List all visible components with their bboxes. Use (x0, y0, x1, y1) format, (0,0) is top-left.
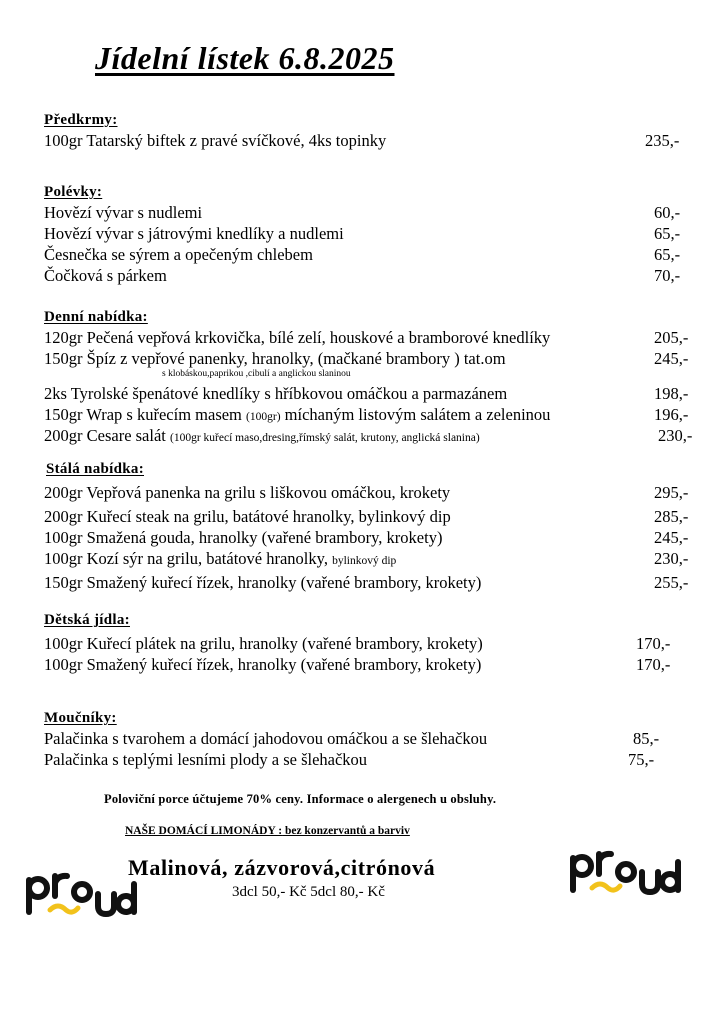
page-title: Jídelní lístek 6.8.2025 (95, 40, 395, 76)
menu-item-price: 205,- (654, 328, 689, 347)
menu-item-text: 100gr Kuřecí plátek na grilu, hranolky (vařené brambory, krokety) (44, 634, 483, 653)
section-heading-predkrmy: Předkrmy: (44, 112, 118, 128)
lemonade-flavours: Malinová, zázvorová,citrónová (128, 855, 436, 880)
section-heading-moucniky: Moučníky: (44, 710, 117, 726)
menu-item-text (44, 405, 550, 425)
menu-item-price: 295,- (654, 483, 689, 502)
lemonade-sizes: 3dcl 50,- Kč 5dcl 80,- Kč (232, 884, 385, 900)
menu-item-price: 255,- (654, 573, 689, 592)
lemonade-subheading: bez konzervantů a barviv (282, 825, 410, 837)
menu-item-price: 245,- (654, 349, 689, 368)
menu-item-text: Hovězí vývar s játrovými knedlíky a nudlemi (44, 224, 344, 243)
menu-item-price: 70,- (654, 266, 681, 285)
menu-item-text: 150gr Špíz z vepřové panenky, hranolky, (mačkané brambory ) tat.om (44, 349, 506, 368)
menu-item-subtext: s klobáskou,paprikou ,cibulí a anglickou slaninou (162, 369, 351, 379)
menu-item-price: 170,- (636, 634, 671, 653)
menu-item-text-small: (100gr) (246, 411, 281, 423)
menu-item-price: 245,- (654, 528, 689, 547)
menu-item-price: 170,- (636, 655, 671, 674)
menu-item-text: Palačinka s teplými lesními plody a se šlehačkou (44, 750, 368, 769)
menu-item-text: 100gr Tatarský biftek z pravé svíčkové, 4ks topinky (44, 131, 387, 150)
logo-wave-icon (592, 884, 620, 890)
menu-item-price: 235,- (645, 131, 680, 150)
menu-item-text-part: míchaným listovým salátem a zeleninou (280, 405, 551, 424)
menu-item-text (44, 426, 480, 446)
section-heading-detska: Dětská jídla: (44, 612, 130, 628)
menu-item-text-part: 200gr Cesare salát (44, 426, 170, 445)
menu-item-text (44, 549, 396, 569)
lemonade-heading: NAŠE DOMÁCÍ LIMONÁDY : (125, 825, 283, 837)
menu-item-text-small: bylinkový dip (332, 555, 397, 567)
menu-item-text-part: 100gr Kozí sýr na grilu, batátové hranolky, (44, 549, 333, 568)
menu-item-text: 100gr Smažená gouda, hranolky (vařené brambory, krokety) (44, 528, 443, 547)
menu-item-price: 196,- (654, 405, 689, 424)
menu-item-text-small: (100gr kuřecí maso,dresing,římský salát, krutony, anglická slanina) (170, 432, 480, 444)
menu-item-text: 200gr Vepřová panenka na grilu s liškovou omáčkou, krokety (44, 483, 451, 502)
proud-logo-left (22, 866, 142, 932)
menu-item-price: 85,- (633, 729, 660, 748)
portion-note: Poloviční porce účtujeme 70% ceny. Informace o alergenech u obsluhy. (104, 792, 497, 806)
menu-item-text: Čočková s párkem (44, 266, 167, 285)
menu-item-text: 2ks Tyrolské špenátové knedlíky s hříbkovou omáčkou a parmazánem (44, 384, 508, 403)
section-heading-polevky: Polévky: (44, 184, 103, 200)
menu-item-price: 60,- (654, 203, 681, 222)
menu-item-text: Palačinka s tvarohem a domácí jahodovou omáčkou a se šlehačkou (44, 729, 488, 748)
menu-item-price: 230,- (654, 549, 689, 568)
section-heading-denni: Denní nabídka: (44, 309, 148, 325)
section-heading-stala: Stálá nabídka: (46, 461, 144, 477)
menu-item-text-part: 150gr Wrap s kuřecím masem (44, 405, 247, 424)
menu-item-text: 100gr Smažený kuřecí řízek, hranolky (vařené brambory, krokety) (44, 655, 482, 674)
menu-item-price: 75,- (628, 750, 655, 769)
menu-item-text: 200gr Kuřecí steak na grilu, batátové hranolky, bylinkový dip (44, 507, 451, 526)
menu-item-price: 230,- (658, 426, 693, 445)
menu-item-price: 65,- (654, 224, 681, 243)
menu-item-text: 150gr Smažený kuřecí řízek, hranolky (vařené brambory, krokety) (44, 573, 482, 592)
proud-logo-right (566, 848, 686, 914)
menu-item-price: 198,- (654, 384, 689, 403)
menu-item-text: Česnečka se sýrem a opečeným chlebem (44, 245, 313, 264)
lemonade-heading-line (125, 825, 410, 837)
logo-wave-icon (50, 906, 78, 912)
menu-item-price: 285,- (654, 507, 689, 526)
menu-item-text: 120gr Pečená vepřová krkovička, bílé zelí, houskové a bramborové knedlíky (44, 328, 551, 347)
menu-item-text: Hovězí vývar s nudlemi (44, 203, 203, 222)
menu-item-price: 65,- (654, 245, 681, 264)
